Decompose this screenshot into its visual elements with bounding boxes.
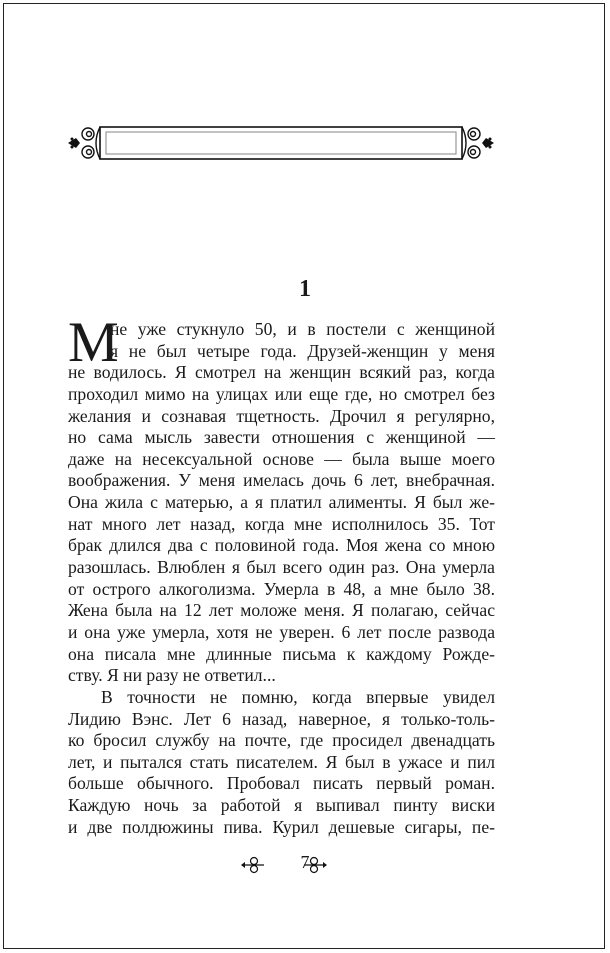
page-number: 7 — [300, 852, 310, 872]
folio-ornament-right-icon — [302, 856, 328, 874]
text-line: не уже стукнуло 50, и в постели с женщиной — [110, 319, 495, 339]
text-line: проходил мимо на улицах или еще где, но смотрел без — [68, 383, 495, 404]
text-line: от острого алкоголизма. Умерла в 48, а мне было 38. — [68, 578, 495, 599]
text-line: Каждую ночь за работой я выпивал пинту виски — [68, 795, 495, 816]
text-line: Она жила с матерью, а я платил алименты. Я был же- — [68, 492, 495, 513]
headpiece-ornament — [62, 118, 502, 168]
text-line: даже на несексуальной основе — была выше моего — [68, 448, 495, 469]
drop-cap: М — [68, 311, 119, 374]
text-line: разошлась. Влюблен я был всего один раз. Она умерла — [68, 557, 495, 578]
text-line: В точности не помню, когда впервые увидел — [101, 686, 495, 707]
text-line: Жена была на 12 лет моложе меня. Я полагаю, сейчас — [68, 600, 495, 621]
text-line: ко бросил службу на почте, где просидел двенадцать — [68, 730, 495, 751]
text-line: воображения. У меня имелась дочь 6 лет, внебрачная. — [68, 470, 495, 491]
text-line: больше обычного. Пробовал писать первый роман. — [68, 773, 495, 794]
text-line: но сама мысль завести отношения с женщиной — — [68, 427, 495, 448]
text-line: нат много лет назад, когда мне исполнилось 35. Тот — [68, 513, 495, 534]
text-line: ству. Я ни разу не ответил... — [68, 665, 276, 686]
text-line: Лидию Вэнс. Лет 6 назад, наверное, я только-толь- — [68, 708, 495, 729]
text-line: и две полдюжины пива. Курил дешевые сигары, пе- — [68, 816, 495, 837]
text-line: желания и сознавая тщетность. Дрочил я регулярно, — [68, 405, 495, 426]
text-line: лет, и пытался стать писателем. Я был в ужасе и пил — [68, 751, 495, 772]
chapter-number: 1 — [299, 276, 311, 302]
text-line: брак длился два с половиной года. Моя жена со мною — [68, 535, 495, 556]
body-text — [68, 311, 495, 838]
text-line: я не был четыре года. Друзей-женщин у меня — [110, 340, 495, 361]
text-line: она писала мне длинные письма к каждому Рожде- — [68, 643, 495, 664]
text-line: и она уже умерла, хотя не уверен. 6 лет после развода — [68, 621, 495, 642]
text-line: не водилось. Я смотрел на женщин всякий раз, когда — [68, 362, 495, 383]
